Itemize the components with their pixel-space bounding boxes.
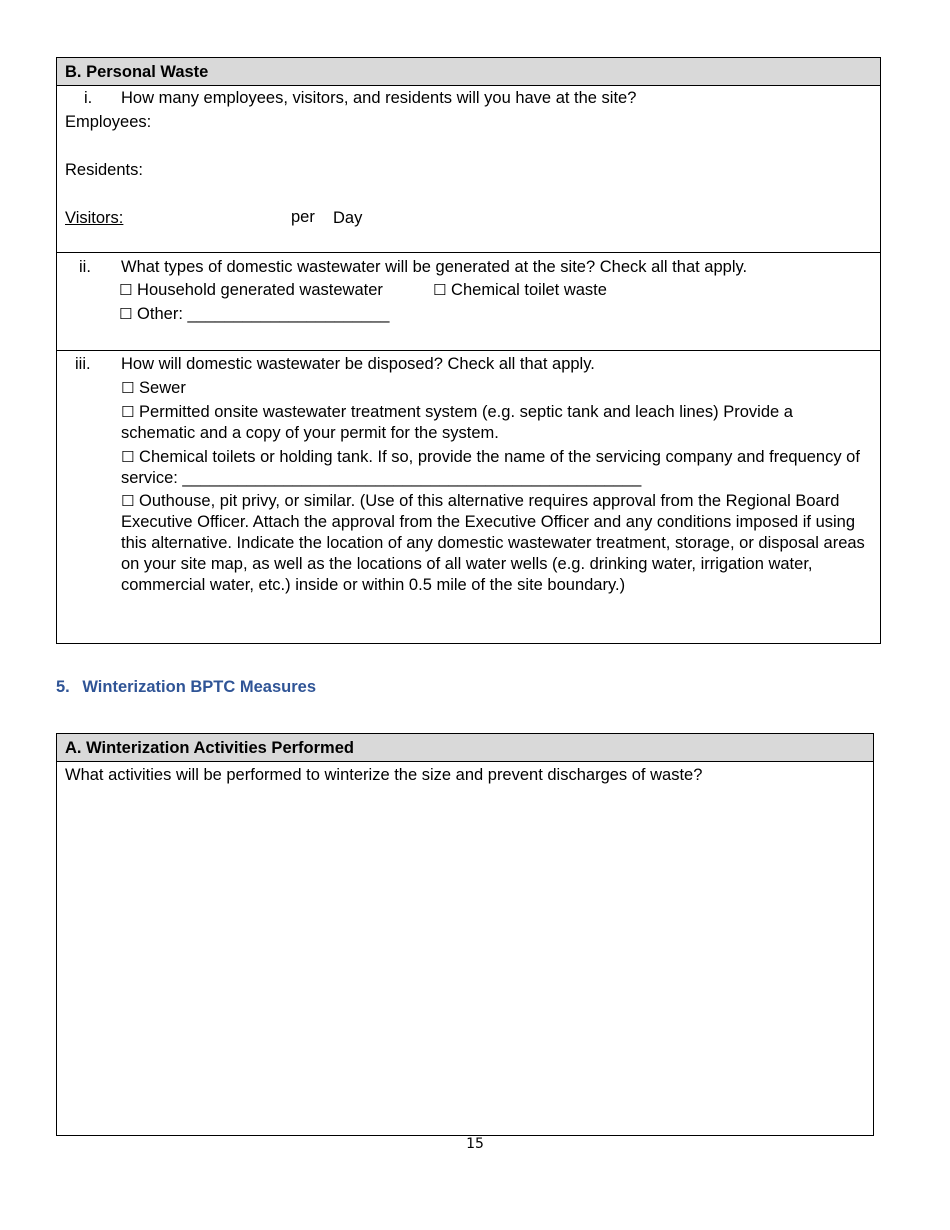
question-iii-row — [57, 351, 880, 643]
question-i-number: i. — [84, 89, 93, 107]
other-wastewater-option[interactable] — [119, 304, 389, 324]
checkbox-icon[interactable]: ☐ — [121, 492, 135, 510]
checkbox-icon[interactable]: ☐ — [119, 305, 133, 323]
winterization-header: A. Winterization Activities Performed — [57, 734, 873, 762]
sewer-option[interactable] — [121, 378, 186, 398]
other-wastewater-label: Other: ______________________ — [137, 305, 390, 323]
household-wastewater-option[interactable] — [119, 280, 383, 300]
page-number: 15 — [466, 1136, 484, 1152]
section-5-title: Winterization BPTC Measures — [82, 678, 317, 696]
personal-waste-header: B. Personal Waste — [57, 58, 880, 86]
question-i-text: How many employees, visitors, and residents will you have at the site? — [121, 89, 637, 107]
section-5-number: 5. — [56, 678, 70, 696]
visitors-label: Visitors: — [65, 209, 124, 227]
question-iii-text: How will domestic wastewater be disposed? Check all that apply. — [121, 355, 595, 373]
permitted-system-option[interactable] — [121, 402, 871, 444]
sewer-label: Sewer — [139, 379, 186, 397]
checkbox-icon[interactable]: ☐ — [433, 281, 447, 299]
checkbox-icon[interactable]: ☐ — [121, 403, 135, 421]
chemical-toilets-option[interactable] — [121, 447, 867, 489]
employees-label: Employees: — [65, 113, 152, 131]
outhouse-label: Outhouse, pit privy, or similar. (Use of this alternative requires approval from the Regional Board Executive Officer. Attach the approval from the Executive Officer and any conditions imposed if using this alternative. Indicate the location of any domestic wastewater treatment, storage, or disposal areas on your site map, as well as the locations of all water wells (e.g. drinking water, irrigation water, commercial water, etc.) inside or within 0.5 mile of the site boundary.) — [121, 492, 865, 594]
checkbox-icon[interactable]: ☐ — [121, 379, 135, 397]
section-5-heading — [56, 677, 316, 697]
question-ii-text: What types of domestic wastewater will be generated at the site? Check all that apply. — [121, 258, 748, 276]
chemical-toilet-waste-label: Chemical toilet waste — [451, 281, 607, 299]
chemical-toilets-label: Chemical toilets or holding tank. If so, provide the name of the servicing company and frequency of service: __________________________________________________ — [121, 448, 860, 487]
question-ii-row — [57, 253, 880, 351]
checkbox-icon[interactable]: ☐ — [121, 448, 135, 466]
chemical-toilet-waste-option[interactable] — [433, 280, 607, 300]
outhouse-option[interactable] — [121, 491, 877, 596]
household-wastewater-label: Household generated wastewater — [137, 281, 383, 299]
checkbox-icon[interactable]: ☐ — [119, 281, 133, 299]
personal-waste-table — [56, 57, 881, 644]
permitted-system-label: Permitted onsite wastewater treatment system (e.g. septic tank and leach lines) Provide a schematic and a copy of your permit for the system. — [121, 403, 793, 442]
question-ii-number: ii. — [79, 258, 91, 276]
day-label: Day — [333, 209, 363, 227]
winterization-table — [56, 733, 874, 1136]
question-i-row — [57, 86, 880, 253]
residents-label: Residents: — [65, 161, 143, 179]
winterization-answer-area[interactable] — [57, 762, 873, 1135]
per-label: per — [291, 208, 315, 226]
winterization-question: What activities will be performed to winterize the size and prevent discharges of waste? — [65, 766, 703, 784]
question-iii-number: iii. — [75, 355, 91, 373]
